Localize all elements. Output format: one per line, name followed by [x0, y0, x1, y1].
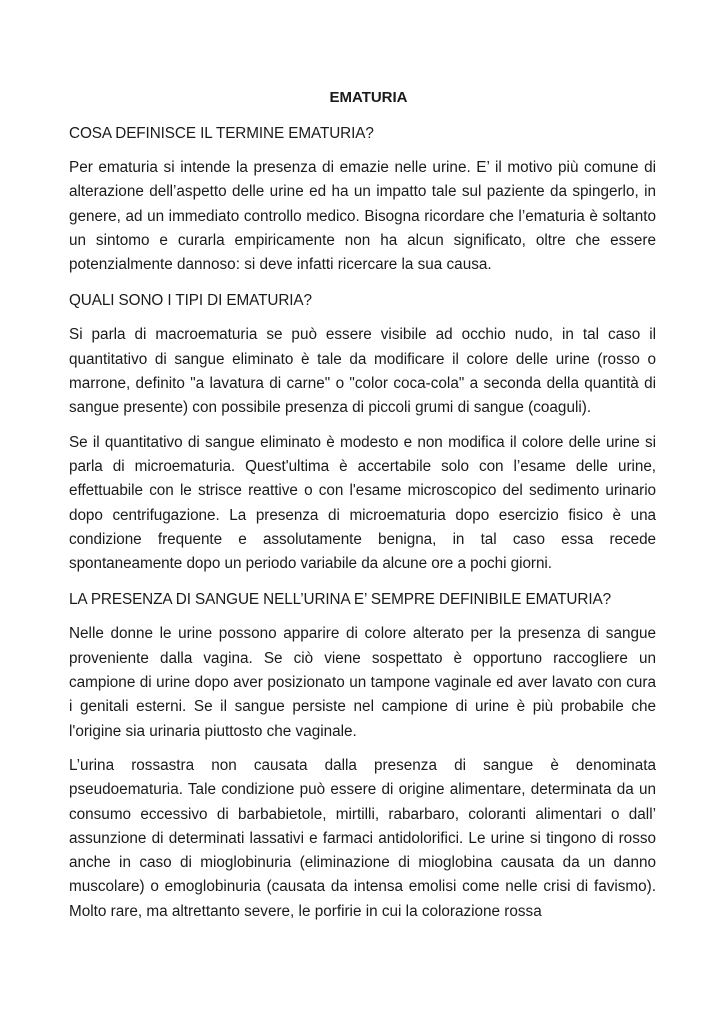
document-title: EMATURIA [329, 89, 408, 106]
paragraph-pseudoematuria: L’urina rossastra non causata dalla presenza di sangue è denominata pseudoematuria. Tale condizione può essere di origine alimentare, determinata da un consumo eccessivo di barbabietole, mirtilli, rabarbaro, coloranti alimentari o dall’ assunzione di determinati lassativi e farmaci antidolorifici. Le urine si tingono di rosso anche in caso di mioglobinuria (eliminazione di mioglobina causata da un danno muscolare) o emoglobinuria (causata da intensa emolisi come nelle crisi di favismo). Molto rare, ma altrettanto severe, le porfirie in cui la colorazione rossa [69, 756, 656, 920]
paragraph-vaginal-origin: Nelle donne le urine possono apparire di colore alterato per la presenza di sangue proveniente dalla vagina. Se ciò viene sospettato è opportuno raccogliere un campione di urine dopo aver posizionato un tampone vaginale ed aver lavato con cura i genitali esterni. Se il sangue persiste nel campione di urine è più probabile che l'origine sia urinaria piuttosto che vaginale. [69, 625, 656, 740]
section-heading-types: QUALI SONO I TIPI DI EMATURIA? [69, 292, 312, 310]
paragraph-microematuria: Se il quantitativo di sangue eliminato è modesto e non modifica il colore delle urine si parla di microematuria. Quest'ultima è accertabile solo con l’esame delle urine, effettuabile con le strisce reattive o con l'esame microscopico del sedimento urinario dopo centrifugazione. La presenza di microematuria dopo esercizio fisico è una condizione frequente e assolutamente benigna, in tal caso essa recede spontaneamente dopo un periodo variabile da alcune ore a pochi giorni. [69, 433, 656, 573]
section-heading-definition: COSA DEFINISCE IL TERMINE EMATURIA? [69, 125, 374, 142]
document-body [69, 86, 656, 924]
section-heading-blood-presence: LA PRESENZA DI SANGUE NELL’URINA E’ SEMPRE DEFINIBILE EMATURIA? [69, 591, 611, 609]
paragraph-macroematuria: Si parla di macroematuria se può essere visibile ad occhio nudo, in tal caso il quantitativo di sangue eliminato è tale da modificare il colore delle urine (rosso o marrone, definito "a lavatura di carne" o "color coca-cola" a seconda della quantità di sangue presente) con possibile presenza di piccoli grumi di sangue (coaguli). [69, 326, 656, 417]
paragraph-definition: Per ematuria si intende la presenza di emazie nelle urine. E’ il motivo più comune di alterazione dell’aspetto delle urine ed ha un impatto tale sul paziente da spingerlo, in genere, ad un immediato controllo medico. Bisogna ricordare che l’ematuria è soltanto un sintomo e curarla empiricamente non ha alcun significato, oltre che essere potenzialmente dannoso: si deve infatti ricercare la sua causa. [69, 159, 656, 274]
